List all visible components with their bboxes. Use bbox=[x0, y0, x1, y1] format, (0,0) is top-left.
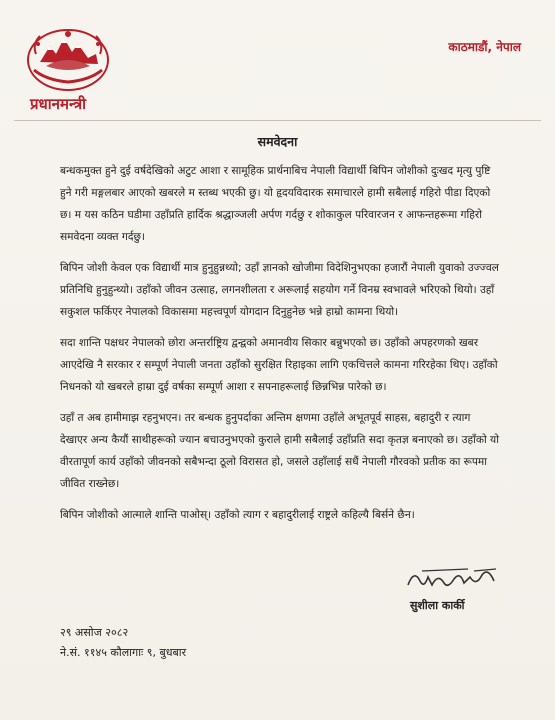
date-block bbox=[60, 623, 186, 663]
nepal-emblem-icon bbox=[26, 24, 110, 92]
location-label: काठमाडौं, नेपाल bbox=[448, 40, 521, 54]
signer-name: सुशीला कार्की bbox=[410, 599, 465, 612]
header-divider bbox=[14, 120, 541, 121]
body-paragraph: उहाँ त अब हामीमाझ रहनुभएन। तर बन्धक हुनुपर्दाका अन्तिम क्षणमा उहाँले अभूतपूर्व साहस, बहादुरी र त्याग देखाएर अन्य कैयौं साथीहरूको ज्यान बचाउनुभएको कुराले हामी सबैलाई उहाँप्रति सदा कृतज्ञ बनाएको छ। उहाँको यो वीरतापूर्ण कार्य उहाँको जीवनको सबैभन्दा ठूलो विरासत हो, जसले उहाँलाई सधैं नेपाली गौरवको प्रतीक का रूपमा जीवित राख्नेछ। bbox=[60, 412, 499, 490]
handwritten-signature bbox=[404, 563, 504, 595]
letter-title: समवेदना bbox=[257, 134, 298, 149]
office-heading: प्रधानमन्त्री bbox=[30, 95, 86, 113]
date-bikram-sambat: २९ असोज २०८२ bbox=[60, 626, 129, 639]
body-paragraph: सदा शान्ति पक्षधर नेपालको छोरा अन्तर्राष्ट्रिय द्वन्द्वको अमानवीय सिकार बन्नुभएको छ। उहाँको अपहरणको खबर आएदेखि नै सरकार र सम्पूर्ण नेपाली जनता उहाँको सुरक्षित रिहाइका लागि एकचित्तले कामना गरिरहेका थिए। उहाँको निधनको यो खबरले हाम्रा दुई वर्षका सम्पूर्ण आशा र सपनाहरूलाई छिन्नभिन्न पारेको छ। bbox=[60, 337, 498, 393]
body-paragraph: बिपिन जोशीको आत्माले शान्ति पाओस्। उहाँको त्याग र बहादुरीलाई राष्ट्रले कहिल्यै बिर्सने छैन। bbox=[60, 509, 415, 521]
body-paragraph: बन्धकमुक्त हुने दुई वर्षदेखिको अटुट आशा र सामूहिक प्रार्थनाबिच नेपाली विद्यार्थी बिपिन जोशीको दुःखद मृत्यु पुष्टि हुने गरी मङ्गलबार आएको खबरले म स्तब्ध भएकी छु। यो हृदयविदारक समाचारले हामी सबैलाई गहिरो पीडा दिएको छ। म यस कठिन घडीमा उहाँप्रति हार्दिक श्रद्धाञ्जली अर्पण गर्दछु र शोकाकुल परिवारजन र आफन्तहरूमा गहिरो समवेदना व्यक्त गर्दछु। bbox=[60, 165, 491, 243]
body-paragraph: बिपिन जोशी केवल एक विद्यार्थी मात्र हुनुहुन्नथ्यो; उहाँ ज्ञानको खोजीमा विदेशिनुभएका हजारौं नेपाली युवाको उज्ज्वल प्रतिनिधि हुनुहुन्थ्यो। उहाँको जीवन उत्साह, लगनशीलता र अरूलाई सहयोग गर्ने विनम्र स्वभावले भरिएको थियो। उहाँ सकुशल फर्किएर नेपालको विकासमा महत्त्वपूर्ण योगदान दिनुहुनेछ भन्ने हाम्रो कामना थियो। bbox=[60, 262, 499, 318]
letter-body bbox=[60, 160, 500, 535]
date-nepal-sambat: ने.सं. ११४५ कौलागाः ९, बुधबार bbox=[60, 646, 187, 659]
